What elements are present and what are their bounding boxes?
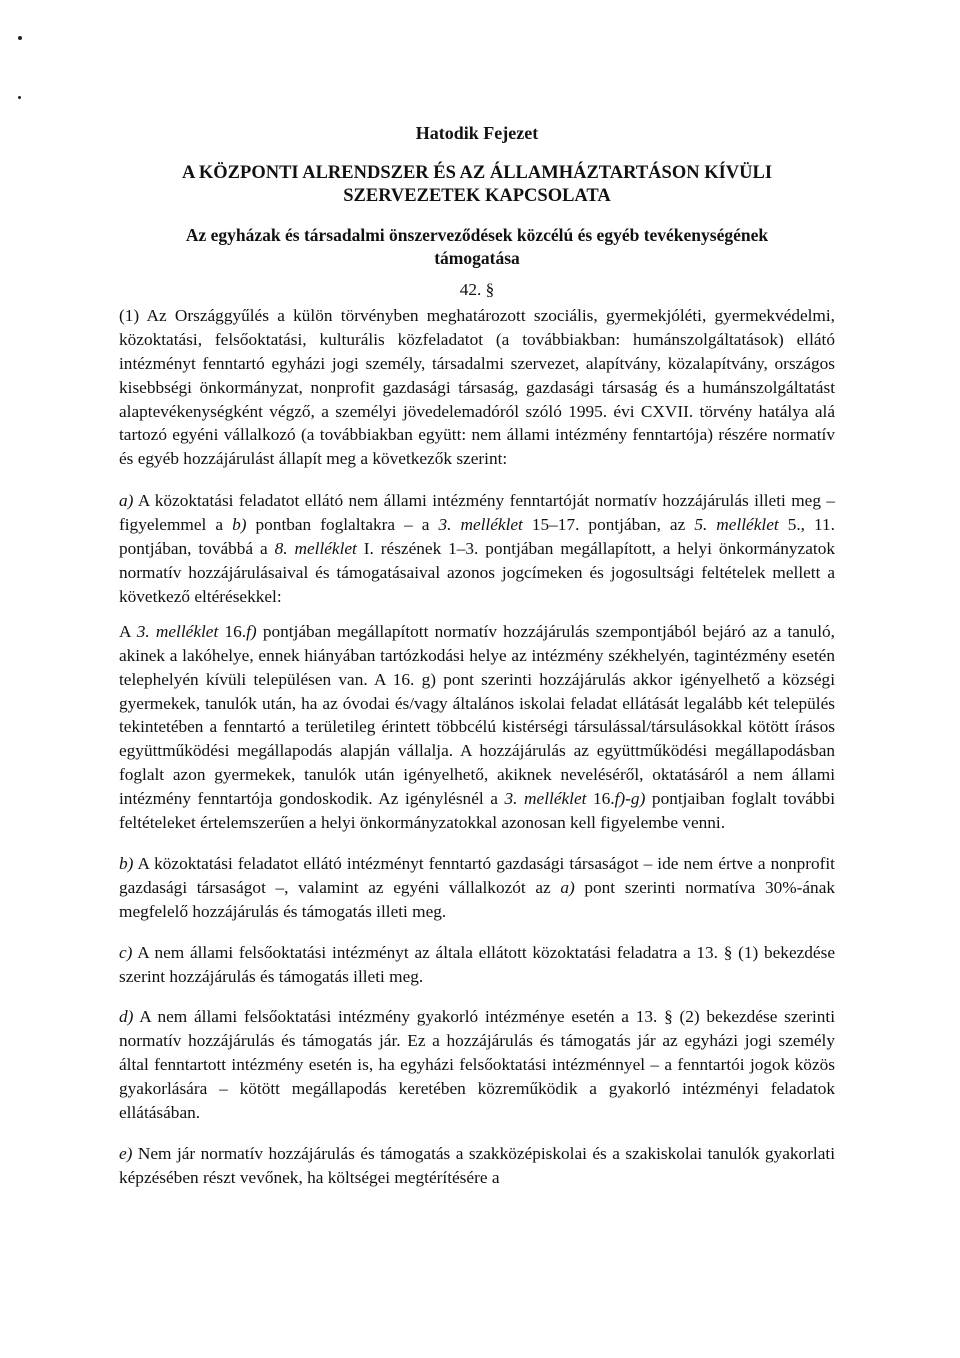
annex-ref: 3. melléklet bbox=[136, 621, 219, 641]
annex-ref: 5. melléklet bbox=[694, 515, 779, 535]
point-text: I. részének 1–3. pontjában megállapított, a helyi önkormányzatok normatív hozzájárulásaival és támogatásaival azonos jogcímeken és jogosultsági feltételek mellett a következő eltérésekkel: bbox=[119, 539, 835, 606]
point-text: A közoktatási feladatot ellátó nem állami intézmény fenntartóját normatív hozzájárulás illeti meg – figyelemmel a bbox=[119, 491, 835, 535]
point-text: 5., 11. pontjában, továbbá a bbox=[119, 515, 835, 559]
point-text: A nem állami felsőoktatási intézményt az általa ellátott közoktatási feladatra a 13. § (1) bekezdése szerint hozzájárulás és támogatás illeti meg. bbox=[119, 942, 835, 986]
chapter-title bbox=[119, 162, 835, 208]
point-a-subparagraph bbox=[119, 620, 835, 835]
point-d bbox=[119, 1005, 835, 1125]
scan-mark bbox=[18, 36, 22, 40]
section-subtitle-line: Az egyházak és társadalmi önszerveződések közcélú és egyéb tevékenységének bbox=[185, 225, 769, 245]
chapter-title-line: SZERVEZETEK KAPCSOLATA bbox=[343, 186, 611, 206]
point-ref: f) bbox=[246, 621, 257, 641]
section-subtitle bbox=[119, 224, 835, 270]
point-text: A nem állami felsőoktatási intézmény gyakorló intézménye esetén a 13. § (2) bekezdése szerinti normatív hozzájárulás és támogatás jár. Ez a hozzájárulás és támogatás jár az egyházi jogi személy által fenntartott intézmény esetén is, ha egyházi felsőoktatási intézménnyel – a fenntartói jogok közös gyakorlására – kötött megállapodás keretében közreműködik a gyakorló intézményi feladatok ellátásában. bbox=[119, 1007, 835, 1123]
point-b bbox=[119, 852, 835, 924]
annex-ref: 8. melléklet bbox=[274, 539, 357, 559]
point-c bbox=[119, 941, 835, 989]
point-text: pontjaiban foglalt további feltételeket értelemszerűen a helyi önkormányzatokkal azonosan kell figyelembe venni. bbox=[119, 789, 835, 833]
point-text: 15–17. pontjában, az bbox=[522, 515, 695, 535]
point-label: d) bbox=[119, 1007, 134, 1027]
point-text: 16. bbox=[218, 621, 247, 641]
paragraph-1: (1) Az Országgyűlés a külön törvényben meghatározott szociális, gyermekjóléti, gyermekvédelmi, közoktatási, felsőoktatási, kulturális közfeladatot (a továbbiakban: humánszolgáltatások) ellátó intézményt fenntartó egyházi jogi személy, társadalmi szervezet, alapítvány, közalapítvány, országos kisebbségi önkormányzat, nonprofit gazdasági társaság, gazdasági társaság és a humánszolgáltatást alaptevékenységként végző, a személyi jövedelemadóról szóló 1995. évi CXVII. törvény hatálya alá tartozó egyéni vállalkozó (a továbbiakban együtt: nem állami intézmény fenntartója) részére normatív és egyéb hozzájárulást állapít meg a következők szerint: bbox=[119, 305, 835, 469]
point-label: e) bbox=[119, 1144, 133, 1163]
point-label: b) bbox=[119, 853, 134, 873]
point-a bbox=[119, 489, 835, 609]
point-text: 16. bbox=[586, 789, 615, 809]
document-page bbox=[119, 120, 835, 1190]
point-text: A közoktatási feladatot ellátó intézményt fenntartó gazdasági társaságot – ide nem értve a nonprofit gazdasági társaságot –, valamint az egyéni vállalkozót az bbox=[119, 853, 835, 897]
section-number: 42. § bbox=[459, 280, 495, 299]
point-text: Nem jár normatív hozzájárulás és támogatás a szakközépiskolai és a szakiskolai tanulók gyakorlati képzésében részt vevőnek, ha költségei megtérítésére a bbox=[119, 1144, 835, 1187]
point-text: pontban foglaltakra – a bbox=[246, 515, 439, 535]
annex-ref: 3. melléklet bbox=[504, 789, 587, 809]
point-text: pont szerinti normatíva 30%-ának megfelelő hozzájárulás és támogatás illeti meg. bbox=[119, 877, 836, 921]
point-label: c) bbox=[119, 942, 133, 962]
chapter-heading: Hatodik Fejezet bbox=[415, 123, 539, 143]
chapter-title-line: A KÖZPONTI ALRENDSZER ÉS AZ ÁLLAMHÁZTARTÁSON KÍVÜLI bbox=[181, 163, 773, 183]
point-e bbox=[119, 1142, 835, 1190]
point-ref: a) bbox=[560, 877, 575, 897]
point-text: A bbox=[119, 621, 137, 641]
section-subtitle-line: támogatása bbox=[434, 248, 520, 268]
point-label: a) bbox=[119, 491, 134, 511]
point-text: pontjában megállapított normatív hozzájárulás szempontjából bejáró az a tanuló, akinek a lakóhelye, ennek hiányában tartózkodási helye az intézmény székhelyén, tagintézmény esetén telephelyén kívüli településen van. A 16. g) pont szerinti hozzájárulás akkor igényelhető a községi gyermekek, tanulók után, ha az óvodai és/vagy általános iskolai feladat ellátását legalább két település tekintetében a fenntartó a területileg érintett többcélú kistérségi társulással/társulásokkal kötött írásos együttműködési megállapodás alapján vállalja. A hozzájárulás az együttműködési megállapodásban foglalt azon gyermekek, tanulók után igényelhető, akiknek neveléséről, oktatásáról a nem állami intézmény fenntartója gondoskodik. Az igénylésnél a bbox=[119, 621, 835, 809]
point-ref: f)-g) bbox=[614, 789, 646, 809]
point-ref: b) bbox=[232, 515, 247, 535]
annex-ref: 3. melléklet bbox=[438, 515, 523, 535]
scan-mark bbox=[18, 96, 21, 99]
